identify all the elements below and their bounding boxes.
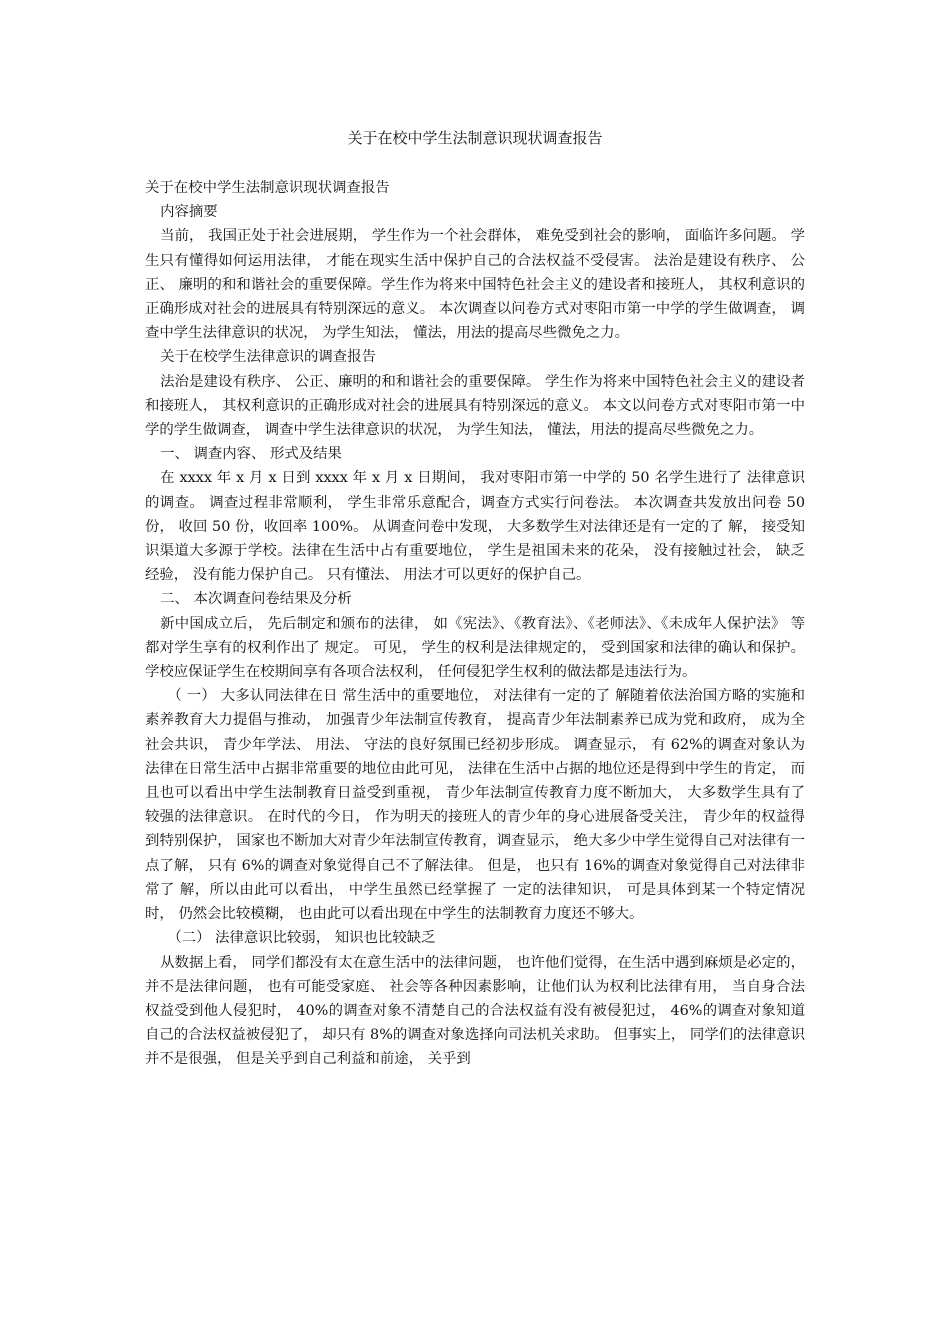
paragraph-subsection-2: 从数据上看， 同学们都没有太在意生活中的法律问题， 也许他们觉得，在生活中遇到麻烦是必定的， 并不是法律问题， 也有可能受家庭、 社会等各种因素影响，让他们认为权利比法律有用， 当自身合法权益受到他人侵犯时， 40%的调查对象不清楚自己的合法权益有没有被侵犯过， 46%的调查对象知道自己的合法权益被侵犯了， 却只有 8%的调查对象选择向司法机关求助。 但事实上， 同学们的法律意识并不是很强， 但是关乎到自己利益和前途， 关乎到 [145, 954, 805, 1068]
paragraph-subsection-1: （ 一） 大多认同法律在日 常生活中的重要地位， 对法律有一定的了 解随着依法治国方略的实施和素养教育大力提倡与推动， 加强青少年法制宣传教育， 提高青少年法制素养已成为党和政府， 成为全社会共识， 青少年学法、 用法、 守法的良好氛围已经初步形成。 调查显示， 有 62%的调查对象认为法律在日常生活中占据非常重要的地位由此可见， 法律在生活中占据的地位还是得到中学生的肯定， 而且也可以看出中学生法制教育日益受到重视， 青少年法制宣传教育力度不断加大， 大多数学生具有了 较强的法律意识。 在时代的今日， 作为明天的接班人的青少年的身心进展备受关注， 青少年的权益得到特别保护， 国家也不断加大对青少年法制宣传教育，调查显示， 绝大多少中学生觉得自己对法律有一点了解， 只有 6%的调查对象觉得自己不了解法律。 但是， 也只有 16%的调查对象觉得自己对法律非常了 解，所以由此可以看出， 中学生虽然已经掌握了 一定的法律知识， 可是具体到某一个特定情况时， 仍然会比较模糊， 也由此可以看出现在中学生的法制教育力度还不够大。 [145, 688, 805, 923]
section-heading-1: 一、 调查内容、 形式及结果 [160, 446, 342, 463]
subsection-heading-2: （二） 法律意识比较弱， 知识也比较缺乏 [167, 930, 436, 947]
document-body [145, 176, 805, 1072]
paragraph-abstract: 当前， 我国正处于社会进展期， 学生作为一个社会群体， 难免受到社会的影响， 面临许多问题。 学生只有懂得如何运用法律， 才能在现实生活中保护自己的合法权益不受侵害。 法治是建设有秩序、 公正、 廉明的和和谐社会的重要保障。学生作为将来中国特色社会主义的建设者和接班人， 其权利意识的正确形成对社会的进展具有特别深远的意义。 本次调查以问卷方式对枣阳市第一中学的学生做调查， 调查中学生法律意识的状况， 为学生知法， 懂法，用法的提高尽些微免之力。 [145, 228, 805, 342]
section-heading-2: 二、 本次调查问卷结果及分析 [160, 591, 352, 608]
paragraph-section-1: 在 xxxx 年 x 月 x 日到 xxxx 年 x 月 x 日期间， 我对枣阳市第一中学的 50 名学生进行了 法律意识的调查。 调查过程非常顺利， 学生非常乐意配合，调查方式实行问卷法。 本次调查共发放出问卷 50 份， 收回 50 份，收回率 100%。 从调查问卷中发现， 大多数学生对法律还是有一定的了 解， 接受知识渠道大多源于学校。法律在生活中占有重要地位， 学生是祖国未来的花朵， 没有接触过社会， 缺乏经验， 没有能力保护自己。 只有懂法、 用法才可以更好的保护自己。 [145, 470, 805, 584]
paragraph-abstract-heading: 内容摘要 [160, 204, 218, 221]
paragraph-section-2: 新中国成立后， 先后制定和颁布的法律， 如《宪法》、《教育法》、《老师法》、《未成年人保护法》 等都对学生享有的权利作出了 规定。 可见， 学生的权利是法律规定的， 受到国家和法律的确认和保护。 学校应保证学生在校期间享有各项合法权利， 任何侵犯学生权利的做法都是违法行为。 [145, 615, 805, 681]
paragraph-subheading: 关于在校学生法律意识的调查报告 [160, 349, 376, 366]
paragraph-intro: 法治是建设有秩序、 公正、廉明的和和谐社会的重要保障。 学生作为将来中国特色社会主义的建设者和接班人， 其权利意识的正确形成对社会的进展具有特别深远的意义。 本文以问卷方式对枣阳市第一中学的学生做调查， 调查中学生法律意识的状况， 为学生知法， 懂法，用法的提高尽些微免之力。 [145, 373, 805, 439]
paragraph-heading: 关于在校中学生法制意识现状调查报告 [145, 180, 390, 196]
document-title: 关于在校中学生法制意识现状调查报告 [347, 129, 603, 147]
